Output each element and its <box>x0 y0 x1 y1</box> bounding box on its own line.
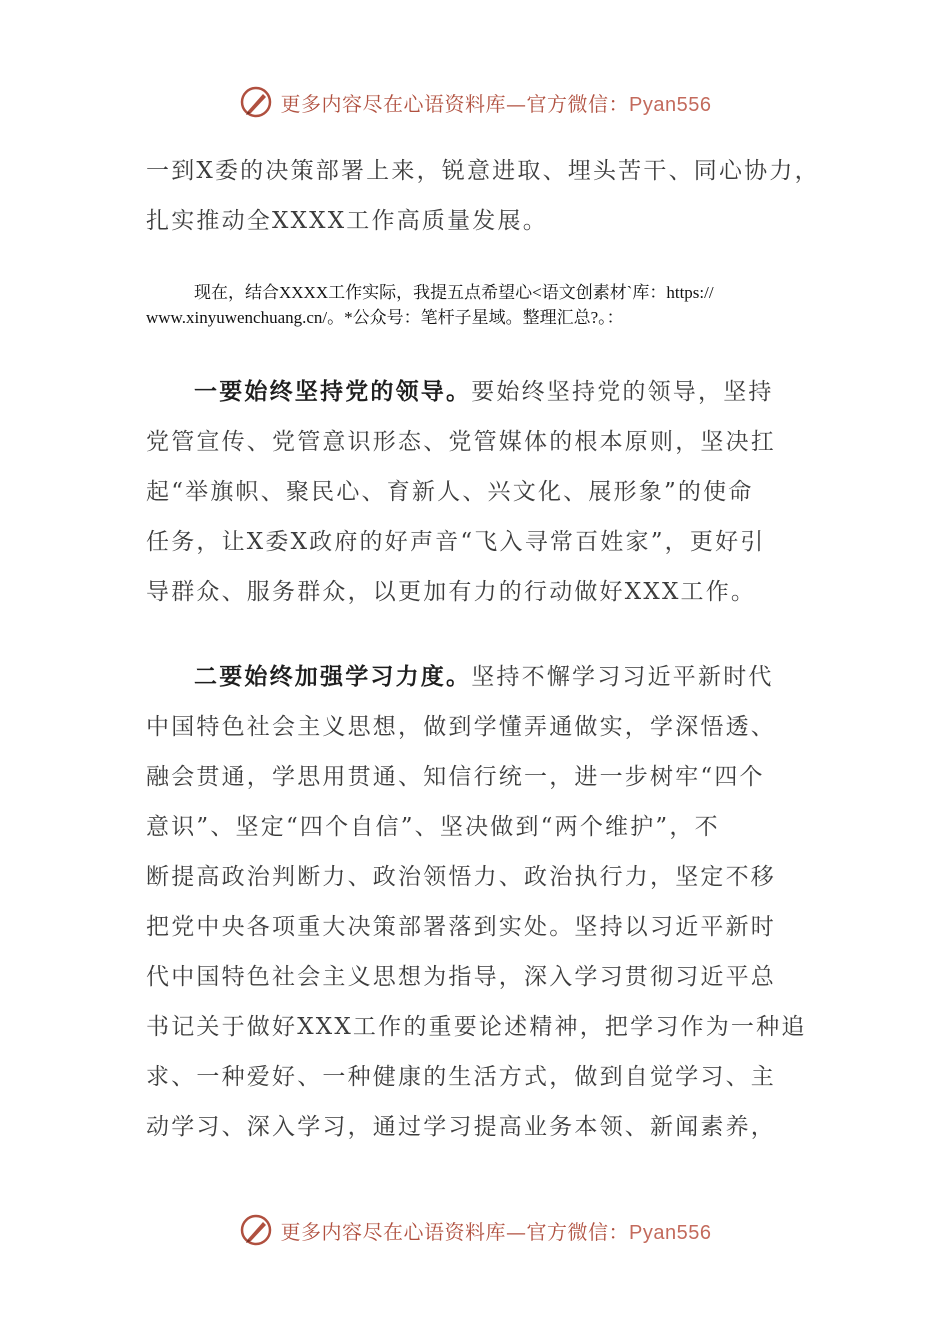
section2-line: 融会贯通，学思用贯通、知信行统一，进一步树牢“四个 <box>146 764 765 790</box>
banner-label: 更多内容尽在心语资料库—官方微信： <box>280 91 630 116</box>
banner-text <box>281 88 712 117</box>
section2-line: 意识”、坚定“四个自信”、坚决做到“两个维护”，不 <box>146 814 720 840</box>
section1-line: 党管宣传、党管意识形态、党管媒体的根本原则，坚决扛 <box>146 429 776 455</box>
header-banner <box>0 82 950 122</box>
intro-line: 一到X委的决策部署上来，锐意进取、埋头苦干、同心协力， <box>146 158 820 184</box>
quill-pen-logo-icon <box>239 85 273 119</box>
note-line: www.xinyuwenchuang.cn/。*公众号：笔杆子星域。整理汇总?。： <box>146 308 624 327</box>
section1-line: 导群众、服务群众，以更加有力的行动做好XXX工作。 <box>146 579 757 605</box>
section2-first-line-text: 坚持不懈学习习近平新时代 <box>471 664 774 690</box>
section1-first-line-text: 要始终坚持党的领导，坚持 <box>471 379 774 405</box>
section2-line: 把党中央各项重大决策部署落到实处。坚持以习近平新时 <box>146 914 776 940</box>
banner-label: 更多内容尽在心语资料库—官方微信： <box>280 1219 630 1244</box>
section1-line: 起“举旗帜、聚民心、育新人、兴文化、展形象”的使命 <box>146 479 754 505</box>
footer-banner <box>0 1210 950 1250</box>
banner-wechat-handle: Pyan556 <box>629 93 712 116</box>
section2-heading: 二要始终加强学习力度。 <box>194 663 472 690</box>
section1-first-line <box>194 378 774 406</box>
section2-line: 代中国特色社会主义思想为指导，深入学习贯彻习近平总 <box>146 964 776 990</box>
section2-line: 中国特色社会主义思想，做到学懂弄通做实，学深悟透、 <box>146 714 776 740</box>
section2-line: 动学习、深入学习，通过学习提高业务本领、新闻素养， <box>146 1114 776 1140</box>
section2-line: 断提高政治判断力、政治领悟力、政治执行力，坚定不移 <box>146 864 776 890</box>
section1-line: 任务，让X委X政府的好声音“飞入寻常百姓家”，更好引 <box>146 529 766 555</box>
quill-pen-logo-icon <box>239 1213 273 1247</box>
section2-line: 书记关于做好XXX工作的重要论述精神，把学习作为一种追 <box>146 1014 807 1040</box>
section2-line: 求、一种爱好、一种健康的生活方式，做到自觉学习、主 <box>146 1064 776 1090</box>
note-line: 现在，结合XXXX工作实际，我提五点希望心<语文创素材`库：https:// <box>194 283 714 302</box>
section2-first-line <box>194 663 774 691</box>
section1-heading: 一要始终坚持党的领导。 <box>194 378 472 405</box>
intro-line: 扎实推动全XXXX工作高质量发展。 <box>146 208 548 234</box>
banner-text <box>281 1216 712 1245</box>
banner-wechat-handle: Pyan556 <box>629 1221 712 1244</box>
